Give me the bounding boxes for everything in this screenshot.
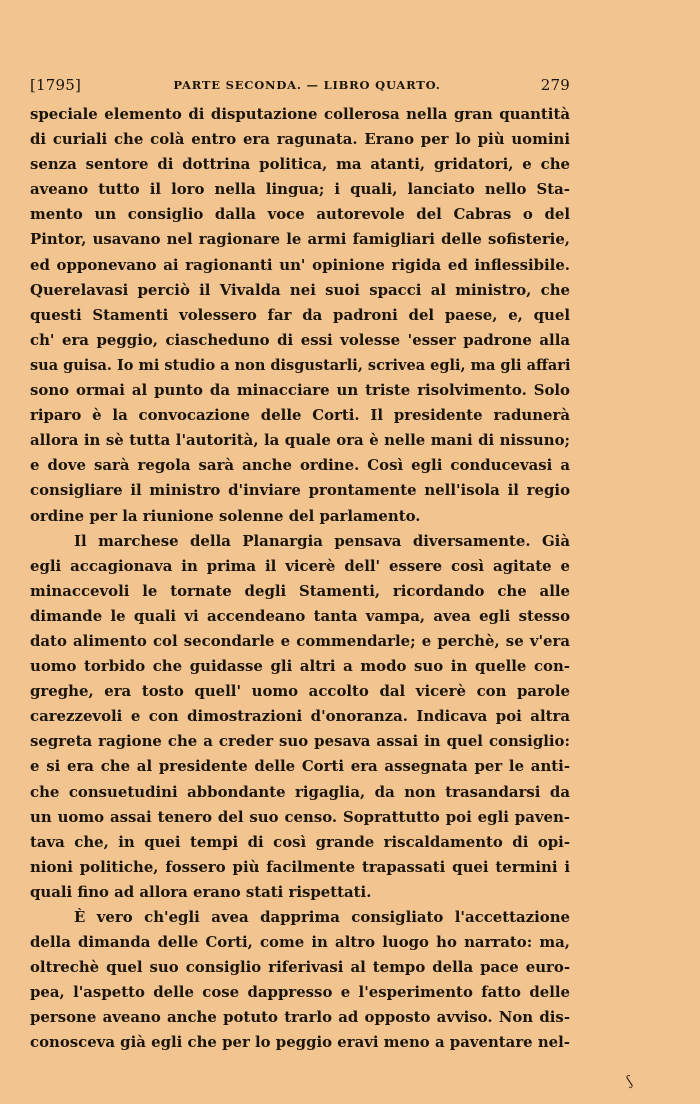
- text-line: ch' era peggio, ciascheduno di essi volesse 'esser padrone alla: [30, 330, 570, 349]
- text-line: greghe, era tosto quell' uomo accolto dal vicerè con parole: [30, 682, 570, 701]
- text-line: persone aveano anche potuto trarlo ad opposto avviso. Non dis-: [30, 1008, 570, 1027]
- page-number: 279: [540, 76, 570, 94]
- text-line: dato alimento col secondarle e commendarle; e perchè, se v'era: [30, 631, 570, 650]
- text-line: ed opponevano ai ragionanti un' opinione rigida ed inflessibile.: [30, 255, 570, 274]
- text-line: carezzevoli e con dimostrazioni d'onoranza. Indicava poi altra: [30, 707, 570, 726]
- header-year: [1795]: [30, 76, 82, 94]
- text-line: È vero ch'egli avea dapprima consigliato l'accettazione: [74, 908, 570, 926]
- ink-speck: ʃ: [624, 1073, 635, 1090]
- text-line: egli accagionava in prima il vicerè dell' essere così agitate e: [30, 556, 570, 575]
- text-line: e dove sarà regola sarà anche ordine. Così egli conducevasi a: [30, 456, 570, 475]
- text-line: quali fino ad allora erano stati rispettati.: [30, 882, 372, 901]
- text-line: uomo torbido che guidasse gli altri a modo suo in quelle con-: [30, 657, 570, 676]
- text-line: nioni politiche, fossero più facilmente trapassati quei termini i: [30, 857, 570, 876]
- text-line: un uomo assai tenero del suo censo. Soprattutto poi egli paven-: [30, 807, 570, 826]
- text-line: segreta ragione che a creder suo pesava assai in quel consiglio:: [30, 732, 570, 751]
- text-line: della dimanda delle Corti, come in altro luogo ho narrato: ma,: [30, 933, 570, 952]
- text-line: sono ormai al punto da minacciare un triste risolvimento. Solo: [30, 381, 570, 400]
- text-line: aveano tutto il loro nella lingua; i quali, lanciato nello Sta-: [30, 180, 570, 199]
- text-line: consigliare il ministro d'inviare prontamente nell'isola il regio: [30, 481, 570, 500]
- text-line: oltrechè quel suo consiglio riferivasi al tempo della pace euro-: [30, 958, 570, 977]
- text-line: speciale elemento di disputazione collerosa nella gran quantità: [30, 105, 570, 123]
- text-line: sua guisa. Io mi studio a non disgustarli, scrivea egli, ma gli affari: [30, 356, 570, 374]
- text-line: Querelavasi perciò il Vivalda nei suoi spacci al ministro, che: [30, 280, 570, 299]
- text-line: tava che, in quei tempi di così grande riscaldamento di opi-: [30, 832, 570, 851]
- text-line: allora in sè tutta l'autorità, la quale ora è nelle mani di nissuno;: [30, 431, 570, 450]
- text-line: pea, l'aspetto delle cose dappresso e l'esperimento fatto delle: [30, 983, 570, 1002]
- text-line: senza sentore di dottrina politica, ma atanti, gridatori, e che: [30, 155, 570, 174]
- body-text: [30, 102, 570, 1056]
- running-head: [30, 68, 570, 102]
- text-line: riparo è la convocazione delle Corti. Il presidente radunerà: [30, 406, 570, 425]
- text-line: ordine per la riunione solenne del parlamento.: [30, 506, 421, 525]
- text-line: Pintor, usavano nel ragionare le armi famigliari delle sofisterie,: [30, 230, 570, 249]
- text-line: mento un consiglio dalla voce autorevole del Cabras o del: [30, 205, 570, 224]
- text-line: minaccevoli le tornate degli Stamenti, ricordando che alle: [30, 581, 570, 600]
- header-title: PARTE SECONDA. — LIBRO QUARTO.: [173, 78, 441, 92]
- text-line: di curiali che colà entro era ragunata. Erano per lo più uomini: [30, 130, 570, 149]
- text-line: che consuetudini abbondante rigaglia, da non trasandarsi da: [30, 782, 570, 801]
- text-line: dimande le quali vi accendeano tanta vampa, avea egli stesso: [30, 606, 570, 625]
- book-page: [30, 68, 570, 1056]
- text-line: e si era che al presidente delle Corti era assegnata per le anti-: [30, 757, 570, 776]
- text-line: conosceva già egli che per lo peggio eravi meno a paventare nel-: [30, 1033, 570, 1052]
- text-line: questi Stamenti volessero far da padroni del paese, e, quel: [30, 305, 570, 324]
- text-line: Il marchese della Planargia pensava diversamente. Già: [74, 531, 570, 550]
